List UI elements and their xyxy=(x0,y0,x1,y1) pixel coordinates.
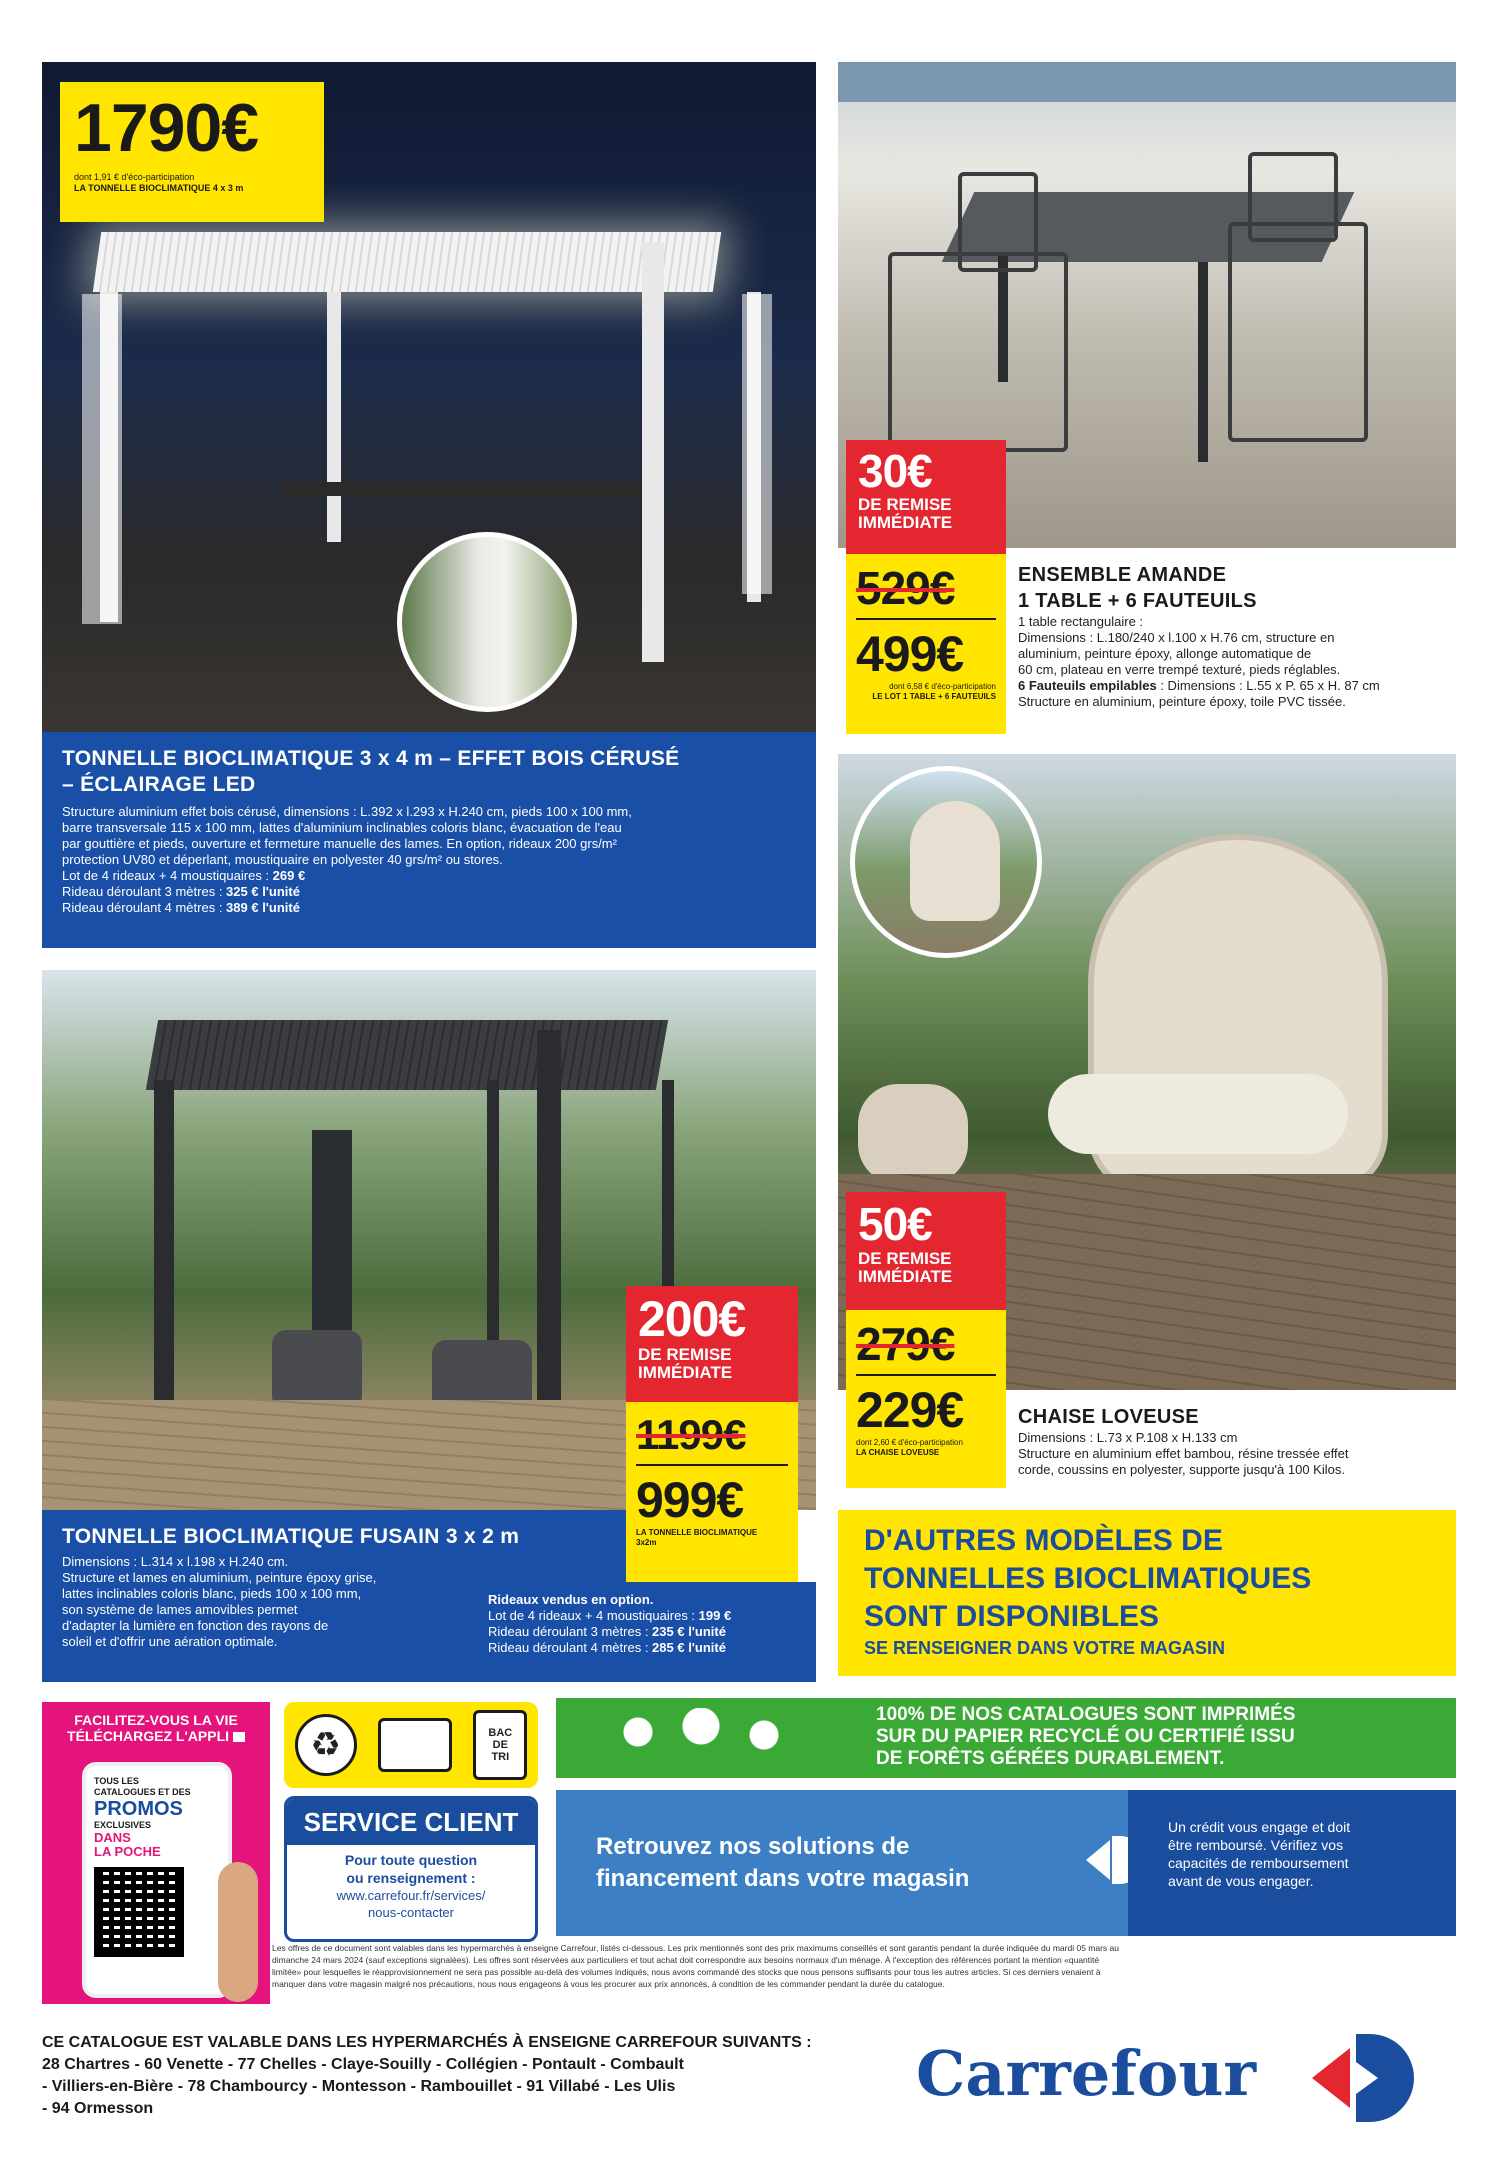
eco-line: 100% DE NOS CATALOGUES SONT IMPRIMÉS xyxy=(876,1704,1296,1725)
catalog-paper-icon xyxy=(378,1718,452,1772)
phone-text-poche: LA POCHE xyxy=(94,1844,161,1859)
service-client[interactable] xyxy=(284,1796,538,1942)
new-price: 499€ xyxy=(856,626,964,682)
product-title-2: – ÉCLAIRAGE LED xyxy=(62,773,256,796)
desc-line: aluminium, peinture époxy, allonge automatique de xyxy=(1018,646,1312,661)
divider xyxy=(636,1464,788,1466)
price-badge-table xyxy=(846,554,1006,734)
recycle-icons xyxy=(284,1702,538,1788)
credit-line: avant de vous engager. xyxy=(1168,1873,1314,1889)
desc-line: Dimensions : L.314 x l.198 x H.240 cm. xyxy=(62,1554,289,1569)
option-line xyxy=(62,884,796,900)
play-icon xyxy=(233,1732,245,1742)
desc-line: lattes inclinables coloris blanc, pieds 100 x 100 mm, xyxy=(62,1586,362,1601)
eco-banner xyxy=(556,1698,1456,1778)
chair-cushion xyxy=(1048,1074,1348,1154)
gazebo-post xyxy=(154,1080,174,1400)
legal-line: limitée» pour lesquelles le réapprovisionnement ne sera pas possible au-delà des volumes indiqués, nous avons commandé des stocks que nous pensons suffisants pour tous les autres articles. Si ces derniers venaient à xyxy=(272,1967,1101,1977)
option-label: Rideau déroulant 4 mètres : xyxy=(62,900,227,915)
sea-view xyxy=(838,62,1456,102)
store-line: - Villiers-en-Bière - 78 Chambourcy - Montesson - Rambouillet - 91 Villabé - Les Ulis xyxy=(42,2078,676,2095)
legal-line: dimanche 24 mars 2024 (sauf exceptions signalées). Les offres sont réservées aux particuliers et tout achat doit correspondre aux besoins normaux d'un ménage. À l'exception des références portant la mention «quantité xyxy=(272,1955,1100,1965)
eco-participation: dont 1,91 € d'éco-participation xyxy=(74,172,195,182)
product-title: CHAISE LOVEUSE xyxy=(1018,1406,1199,1428)
tree-icon xyxy=(596,1708,806,1768)
old-price: 529€ xyxy=(856,562,955,614)
discount-badge-table xyxy=(846,440,1006,554)
option-label: Rideau déroulant 3 mètres : xyxy=(488,1624,653,1639)
desc-line: Dimensions : L.180/240 x l.100 x H.76 cm, structure en xyxy=(1018,630,1335,645)
app-promo-line: FACILITEZ-VOUS LA VIE xyxy=(74,1712,238,1728)
desc-line: corde, coussins en polyester, supporte jusqu'à 100 Kilos. xyxy=(1018,1462,1345,1477)
old-price: 1199€ xyxy=(636,1411,746,1458)
eco-line: SUR DU PAPIER RECYCLÉ OU CERTIFIÉ ISSU xyxy=(876,1726,1295,1747)
option-line xyxy=(62,868,796,884)
product-title-2: 1 TABLE + 6 FAUTEUILS xyxy=(1018,590,1257,612)
armchair xyxy=(958,172,1038,272)
banner-line: SONT DISPONIBLES xyxy=(864,1600,1160,1633)
discount-badge-gazebo-fusain xyxy=(626,1286,798,1402)
table-set-description xyxy=(1018,562,1458,742)
desc-line: Structure et lames en aluminium, peinture époxy grise, xyxy=(62,1570,377,1585)
new-price: 999€ xyxy=(636,1472,744,1528)
option-label: Lot de 4 rideaux + 4 moustiquaires : xyxy=(62,868,273,883)
option-price: 325 € l'unité xyxy=(226,884,300,899)
gazebo-curtain xyxy=(82,294,122,624)
legal-notice xyxy=(272,1942,1458,2008)
product-title: TONNELLE BIOCLIMATIQUE FUSAIN 3 x 2 m xyxy=(62,1525,520,1548)
bin-text: TRI xyxy=(491,1751,510,1763)
eco-participation: dont 2,60 € d'éco-participation xyxy=(856,1438,963,1447)
desc-line: son système de lames amovibles permet xyxy=(62,1602,298,1617)
qr-code-icon[interactable] xyxy=(94,1867,184,1957)
option-line xyxy=(488,1624,804,1640)
option-price: 269 € xyxy=(272,868,306,883)
phone-text-dans: DANS xyxy=(94,1830,131,1845)
option-label: Rideau déroulant 4 mètres : xyxy=(488,1640,653,1655)
discount-amount: 50€ xyxy=(858,1198,932,1250)
service-line: ou renseignement : xyxy=(346,1870,476,1886)
gazebo-post xyxy=(642,242,664,662)
app-promo[interactable] xyxy=(42,1702,270,2004)
product-title: TONNELLE BIOCLIMATIQUE 3 x 4 m – EFFET BOIS CÉRUSÉ xyxy=(62,747,680,770)
option-line xyxy=(62,900,796,916)
eco-line: DE FORÊTS GÉRÉES DURABLEMENT. xyxy=(876,1748,1225,1769)
bin-text: DE xyxy=(492,1739,508,1751)
credit-notice xyxy=(1128,1790,1456,1936)
chair-inset-circle xyxy=(850,766,1042,958)
logo-red-chevron xyxy=(1312,2048,1350,2108)
option-line xyxy=(488,1608,804,1624)
price-badge-gazebo-fusain xyxy=(626,1402,798,1582)
financing-banner[interactable] xyxy=(556,1790,1456,1936)
bin-text: BAC xyxy=(488,1727,513,1739)
service-line: Pour toute question xyxy=(344,1852,478,1868)
option-price: 199 € xyxy=(698,1608,732,1623)
chair-description xyxy=(1018,1404,1458,1494)
product-label-2: 3x2m xyxy=(636,1538,657,1547)
discount-amount: 200€ xyxy=(638,1291,746,1347)
desc-line: d'adapter la lumière en fonction des rayons de xyxy=(62,1618,329,1633)
recycle-person-icon: ♻ xyxy=(295,1714,357,1776)
credit-line: être remboursé. Vérifiez vos xyxy=(1168,1837,1344,1853)
other-models-banner xyxy=(838,1510,1456,1676)
store-list xyxy=(42,2032,902,2162)
divider xyxy=(856,618,996,620)
gazebo-roof xyxy=(146,1020,668,1090)
banner-sub: SE RENSEIGNER DANS VOTRE MAGASIN xyxy=(864,1638,1226,1658)
store-line: 28 Chartres - 60 Venette - 77 Chelles - Claye-Souilly - Collégien - Pontault - Combault xyxy=(42,2056,684,2073)
discount-label-2: IMMÉDIATE xyxy=(858,1267,953,1286)
dining-table xyxy=(282,482,642,496)
product-label: LE LOT 1 TABLE + 6 FAUTEUILS xyxy=(872,692,996,701)
store-line: CE CATALOGUE EST VALABLE DANS LES HYPERMARCHÉS À ENSEIGNE CARREFOUR SUIVANTS : xyxy=(42,2034,812,2051)
discount-label-2: IMMÉDIATE xyxy=(638,1363,733,1382)
options-title: Rideaux vendus en option. xyxy=(488,1592,654,1607)
option-price: 285 € l'unité xyxy=(652,1640,726,1655)
phone-text: TOUS LES xyxy=(94,1776,139,1786)
banner-line: TONNELLES BIOCLIMATIQUES xyxy=(864,1562,1312,1595)
gazebo-post xyxy=(327,292,341,542)
app-promo-cta: TÉLÉCHARGEZ L'APPLI xyxy=(67,1728,230,1744)
carrefour-logo-icon xyxy=(1312,2030,1422,2126)
phone-mockup xyxy=(82,1762,232,1998)
desc-line: protection UV80 et déperlant, moustiquaire en polyester 40 grs/m² ou stores. xyxy=(62,852,503,867)
desc-line xyxy=(1018,678,1458,694)
product-label: LA CHAISE LOVEUSE xyxy=(856,1448,940,1457)
gazebo-led-description xyxy=(42,732,816,948)
desc-line: par gouttière et pieds, ouverture et fermeture manuelle des lames. En option, rideaux 200 grs/m² xyxy=(62,836,617,851)
phone-text: EXCLUSIVES xyxy=(94,1820,152,1830)
desc-bold: 6 Fauteuils empilables xyxy=(1018,678,1157,693)
brand-wordmark: Carrefour xyxy=(916,2037,1257,2110)
gazebo-curtain xyxy=(312,1130,352,1330)
desc-line: Structure aluminium effet bois cérusé, dimensions : L.392 x l.293 x H.240 cm, pieds 100 x 100 mm, xyxy=(62,804,632,819)
legal-line: Les offres de ce document sont valables dans les hypermarchés à enseigne Carrefour, listés ci-dessous. Les prix mentionnés sont des prix maximums conseillés et sont garantis pendant la durée indiquée du mardi 05 mars au xyxy=(272,1943,1119,1953)
credit-line: Un crédit vous engage et doit xyxy=(1168,1819,1351,1835)
armchair xyxy=(888,252,1068,452)
discount-label: DE REMISE xyxy=(858,1249,952,1268)
eco-participation: dont 6,58 € d'éco-participation xyxy=(889,682,996,691)
desc-line: 60 cm, plateau en verre trempé texturé, pieds réglables. xyxy=(1018,662,1341,677)
product-label: LA TONNELLE BIOCLIMATIQUE xyxy=(636,1528,758,1537)
gazebo-post xyxy=(537,1030,561,1450)
price-badge-chair xyxy=(846,1310,1006,1488)
desc-line: Structure en aluminium effet bambou, résine tressée effet xyxy=(1018,1446,1349,1461)
rattan-chair xyxy=(272,1330,362,1410)
option-line xyxy=(488,1640,804,1656)
logo-left-chevron xyxy=(1086,1840,1110,1880)
discount-label: DE REMISE xyxy=(638,1345,732,1364)
option-label: Rideau déroulant 3 mètres : xyxy=(62,884,227,899)
lantern xyxy=(858,1084,968,1184)
legal-line: manquer dans votre magasin malgré nos précautions, nous nous engageons à vous les procurer aux prix annoncés, à condition de les commander pendant la durée du catalogue. xyxy=(272,1979,945,1989)
discount-label-2: IMMÉDIATE xyxy=(858,513,953,532)
option-price: 235 € l'unité xyxy=(652,1624,726,1639)
banner-line: D'AUTRES MODÈLES DE xyxy=(864,1524,1223,1557)
logo-white-notch xyxy=(1356,2062,1378,2094)
financing-line: financement dans votre magasin xyxy=(596,1865,970,1892)
discount-badge-chair xyxy=(846,1192,1006,1310)
gazebo-post xyxy=(487,1080,499,1340)
divider xyxy=(856,1374,996,1376)
table-leg xyxy=(1198,262,1208,462)
desc-rest: : Dimensions : L.55 x P. 65 x H. 87 cm xyxy=(1156,678,1380,693)
armchair xyxy=(1248,152,1338,242)
credit-line: capacités de remboursement xyxy=(1168,1855,1349,1871)
sorting-bin-icon xyxy=(473,1710,527,1780)
phone-text: CATALOGUES ET DES xyxy=(94,1787,191,1797)
carrefour-brand[interactable] xyxy=(916,2020,1460,2130)
product-title: ENSEMBLE AMANDE xyxy=(1018,564,1227,586)
price-badge-gazebo-led xyxy=(60,82,324,222)
service-url[interactable]: www.carrefour.fr/services/ xyxy=(336,1888,486,1903)
product-label: LA TONNELLE BIOCLIMATIQUE 4 x 3 m xyxy=(74,183,244,193)
hand-holding-phone xyxy=(218,1862,258,2002)
option-price: 389 € l'unité xyxy=(226,900,300,915)
armchair xyxy=(1228,222,1368,442)
discount-label: DE REMISE xyxy=(858,495,952,514)
store-line: - 94 Ormesson xyxy=(42,2100,154,2117)
gazebo-fusain-options xyxy=(474,1582,816,1682)
app-promo-line xyxy=(50,1728,262,1744)
desc-line: Dimensions : L.73 x P.108 x H.133 cm xyxy=(1018,1430,1238,1445)
financing-line: Retrouvez nos solutions de xyxy=(596,1833,910,1860)
desc-line: soleil et d'offrir une aération optimale. xyxy=(62,1634,278,1649)
egg-chair-inset xyxy=(910,801,1000,921)
gazebo-roof xyxy=(93,232,721,292)
detail-inset-circle xyxy=(397,532,577,712)
gazebo-curtain xyxy=(742,294,772,594)
old-price: 279€ xyxy=(856,1318,955,1370)
service-url-2[interactable]: nous-contacter xyxy=(368,1905,454,1920)
desc-line: Structure en aluminium, peinture époxy, toile PVC tissée. xyxy=(1018,694,1346,709)
phone-text-promos: PROMOS xyxy=(94,1798,183,1820)
desc-line: 1 table rectangulaire : xyxy=(1018,614,1144,629)
option-label: Lot de 4 rideaux + 4 moustiquaires : xyxy=(488,1608,699,1623)
discount-amount: 30€ xyxy=(858,445,932,497)
service-title: SERVICE CLIENT xyxy=(287,1799,535,1845)
desc-line: barre transversale 115 x 100 mm, lattes d'aluminium inclinables coloris blanc, évacuation de l'eau xyxy=(62,820,622,835)
new-price: 229€ xyxy=(856,1382,964,1438)
price-gazebo-led: 1790€ xyxy=(74,90,259,166)
